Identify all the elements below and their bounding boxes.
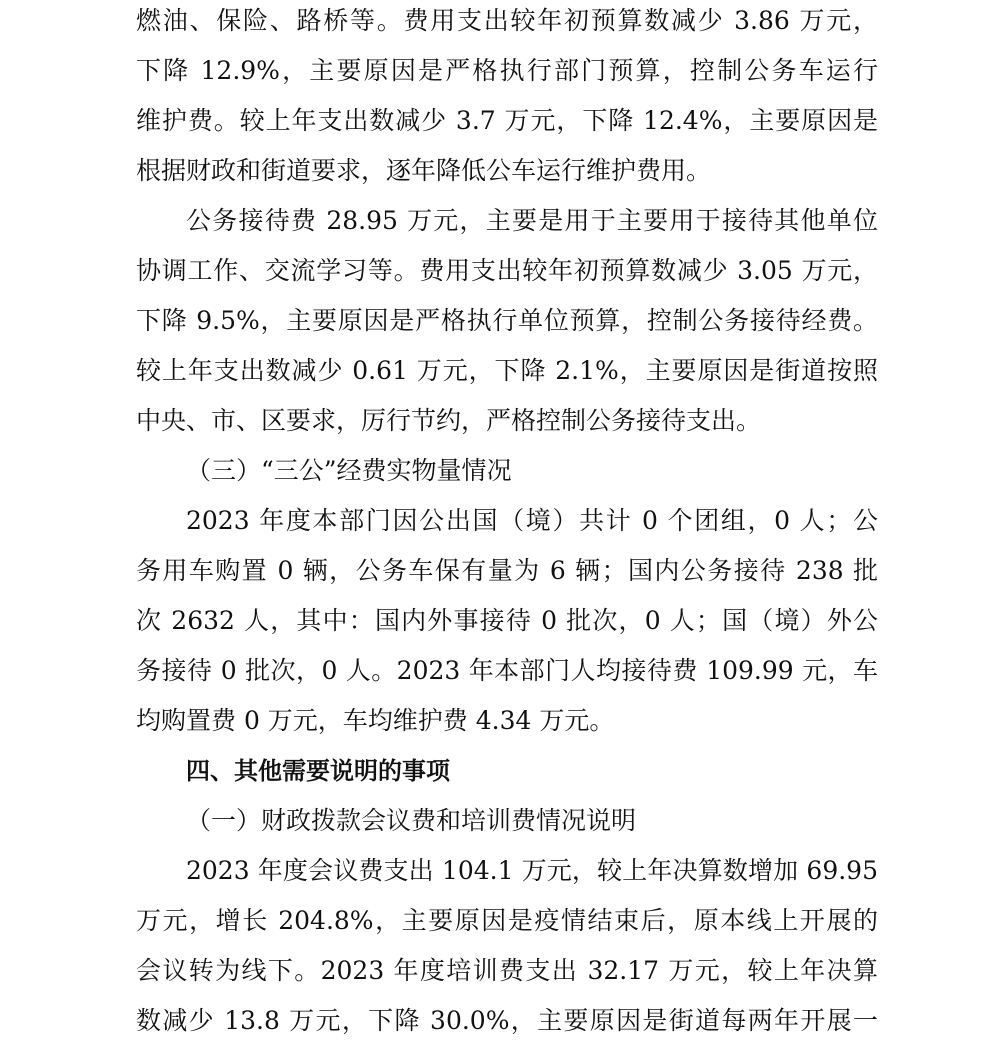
- subsection-heading-1: （一）财政拨款会议费和培训费情况说明: [186, 806, 637, 835]
- text-line: 次 2632 人，其中：国内外事接待 0 批次，0 人；国（境）外公: [136, 606, 878, 635]
- text-line: 数减少 13.8 万元，下降 30.0%，主要原因是街道每两年开展一: [136, 1006, 878, 1035]
- subsection-heading-3: （三）“三公”经费实物量情况: [186, 456, 512, 485]
- text-line: 下降 9.5%，主要原因是严格执行单位预算，控制公务接待经费。: [136, 306, 878, 335]
- section-heading-4: 四、其他需要说明的事项: [186, 757, 450, 785]
- text-line: 公务接待费 28.95 万元，主要是用于主要用于接待其他单位: [186, 206, 878, 235]
- text-line: 根据财政和街道要求，逐年降低公车运行维护费用。: [136, 156, 712, 185]
- text-line: 维护费。较上年支出数减少 3.7 万元，下降 12.4%，主要原因是: [136, 106, 878, 135]
- text-line: 2023 年度本部门因公出国（境）共计 0 个团组，0 人；公: [186, 506, 878, 535]
- text-line: 中央、市、区要求，厉行节约，严格控制公务接待支出。: [136, 406, 762, 435]
- text-line: 2023 年度会议费支出 104.1 万元，较上年决算数增加 69.95: [186, 856, 878, 885]
- text-line: 万元，增长 204.8%，主要原因是疫情结束后，原本线上开展的: [136, 906, 878, 935]
- text-line: 协调工作、交流学习等。费用支出较年初预算数减少 3.05 万元，: [136, 256, 878, 285]
- text-line: 均购置费 0 万元，车均维护费 4.34 万元。: [136, 706, 615, 735]
- text-line: 较上年支出数减少 0.61 万元，下降 2.1%，主要原因是街道按照: [136, 356, 878, 385]
- text-line: 下降 12.9%，主要原因是严格执行部门预算，控制公务车运行: [136, 56, 878, 85]
- text-line: 务用车购置 0 辆，公务车保有量为 6 辆；国内公务接待 238 批: [136, 556, 878, 585]
- text-line: 会议转为线下。2023 年度培训费支出 32.17 万元，较上年决算: [136, 956, 878, 985]
- text-line: 务接待 0 批次，0 人。2023 年本部门人均接待费 109.99 元，车: [136, 656, 878, 685]
- text-line: 燃油、保险、路桥等。费用支出较年初预算数减少 3.86 万元，: [136, 6, 878, 35]
